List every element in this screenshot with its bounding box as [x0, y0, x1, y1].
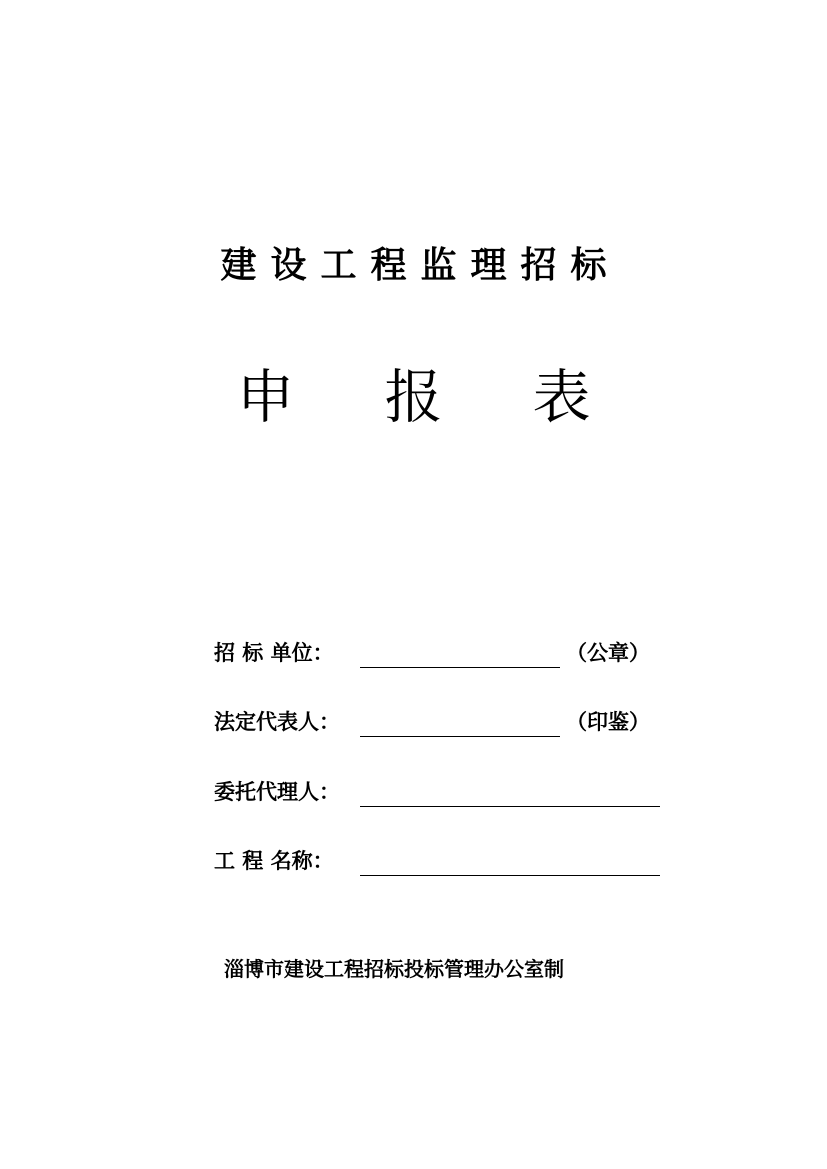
project-name-label: 工 程 名称：: [214, 849, 334, 873]
authorized-agent-field: [214, 773, 660, 807]
legal-representative-label: 法定代表人：: [214, 710, 340, 734]
official-seal-note: （公章）: [566, 641, 650, 665]
form-title-main: 建设工程监理招标: [220, 244, 621, 286]
project-name-blank[interactable]: [360, 851, 660, 876]
project-name-field: [214, 842, 660, 876]
form-title-sub: 申报表: [236, 363, 681, 431]
seal-stamp-note: （印鉴）: [566, 710, 650, 734]
issuer-footer: 淄博市建设工程招标投标管理办公室制: [224, 957, 564, 981]
authorized-agent-label: 委托代理人：: [214, 780, 340, 804]
tendering-unit-field: [214, 634, 650, 668]
legal-representative-blank[interactable]: [360, 712, 560, 737]
authorized-agent-blank[interactable]: [360, 782, 660, 807]
legal-representative-field: [214, 703, 650, 737]
tendering-unit-blank[interactable]: [360, 643, 560, 668]
tendering-unit-label: 招 标 单位：: [214, 641, 334, 665]
